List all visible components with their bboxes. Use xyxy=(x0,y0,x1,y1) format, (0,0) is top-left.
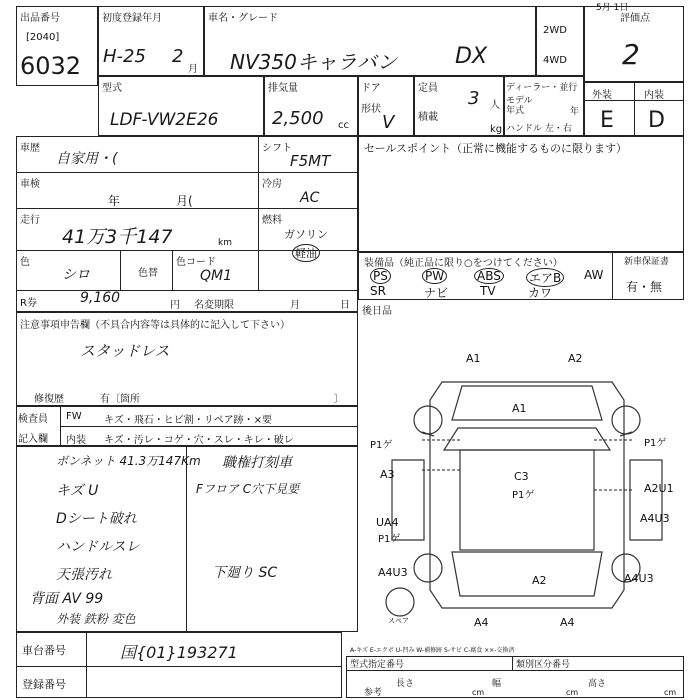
diag-label-12: A4U3 xyxy=(378,566,408,579)
equip-pw: PW xyxy=(422,268,447,284)
equip-sr: SR xyxy=(370,284,386,298)
score-value: 2 xyxy=(622,38,640,71)
remark-right-2: 下廻り SC xyxy=(212,565,278,581)
diag-label-8: A2U1 xyxy=(644,482,674,495)
score-label: 評価点 xyxy=(620,13,650,24)
remark-right-0: 職権打刻車 xyxy=(222,455,292,471)
interior-value: D xyxy=(648,108,665,133)
remark-left-0: ボンネット 41.3万147Km xyxy=(56,454,201,468)
load-unit: kg xyxy=(490,124,503,135)
equipment-label: 装備品（純正品に限り○をつけてください） xyxy=(364,258,563,269)
exterior-value: E xyxy=(600,108,614,133)
dealer-label: ディーラー・並行 xyxy=(506,83,578,93)
remark-left-5: 背面 AV 99 xyxy=(30,591,104,607)
remark-left-1: キズ U xyxy=(56,483,99,499)
remark-left-3: ハンドルスレ xyxy=(56,539,140,555)
inspector-label-2: 記入欄 xyxy=(18,434,48,445)
diag-label-15: A4 xyxy=(474,616,489,629)
car-name: NV350キャラバン xyxy=(230,50,397,74)
first-reg-label: 初度登録年月 xyxy=(102,13,162,24)
remark-left-2: Dシート破れ xyxy=(56,511,137,527)
repair-close: 〕 xyxy=(334,394,344,405)
color-label: 色 xyxy=(20,257,30,268)
diag-label-5: A3 xyxy=(380,468,395,481)
history-value: 自家用・( xyxy=(56,151,118,167)
diag-label-0: A1 xyxy=(466,352,481,365)
fw-label: FW xyxy=(66,411,82,422)
name-label: 車名・グレード xyxy=(208,13,278,24)
first-reg-suffix: 月 xyxy=(188,64,198,75)
car-grade: DX xyxy=(455,44,488,69)
sales-point-label: セールスポイント（正常に機能するものに限ります） xyxy=(364,142,628,155)
drive-2wd: 2WD xyxy=(543,25,567,36)
r-label: R券 xyxy=(20,298,37,309)
warranty-value: 有・無 xyxy=(626,280,663,294)
class-label: 類別区分番号 xyxy=(516,660,571,670)
diag-label-1: A2 xyxy=(568,352,583,365)
displacement-unit: cc xyxy=(338,120,349,131)
shift-label: シフト xyxy=(262,143,292,154)
notes-label: 注意事項申告欄（不具合内容等は具体的に記入して下さい） xyxy=(20,320,290,331)
diag-label-9: UA4 xyxy=(376,516,399,529)
height-unit: cm xyxy=(664,688,677,697)
mileage-value: 41万3千147 xyxy=(62,226,173,248)
width-unit: cm xyxy=(566,688,579,697)
length-unit: cm xyxy=(472,688,485,697)
model-value: LDF-VW2E26 xyxy=(110,110,219,130)
diag-label-6: C3 xyxy=(514,470,529,483)
shift-value: F5MT xyxy=(290,152,331,170)
inspection-label: 車検 xyxy=(20,179,40,190)
repair-value: 有〔箇所 xyxy=(100,394,140,405)
displacement-value: 2,500 xyxy=(272,108,324,129)
name-change-day: 日 xyxy=(340,300,350,311)
lot-label: 出品番号 xyxy=(20,13,60,24)
capacity-label: 定員 xyxy=(418,83,438,94)
aircon-label: 冷房 xyxy=(262,179,282,190)
mileage-label: 走行 xyxy=(20,215,40,226)
inspection-month: 月( xyxy=(176,194,193,208)
year-unit: 年 xyxy=(570,107,580,117)
remark-right-1: Fフロア C穴下見要 xyxy=(196,482,300,496)
name-change-label: 名変期限 xyxy=(194,300,234,311)
diag-label-17: スペア xyxy=(388,617,409,625)
first-reg-month: 2 xyxy=(172,46,184,67)
capacity-value: 3 xyxy=(468,88,480,109)
int-label: 内装 xyxy=(66,435,86,446)
shape-value: V xyxy=(382,112,395,133)
equip-navi: ナビ xyxy=(424,286,449,300)
inspection-year: 年 xyxy=(108,194,121,208)
aircon-value: AC xyxy=(300,190,320,206)
diag-label-14: A2 xyxy=(532,574,547,587)
mileage-unit: km xyxy=(218,238,232,248)
equip-ps: PS xyxy=(370,268,391,284)
notes-value: スタッドレス xyxy=(80,342,170,360)
int-items: キズ・汚レ・コゲ・穴・スレ・キレ・破レ xyxy=(104,435,294,446)
chassis-label: 車台番号 xyxy=(22,644,66,657)
equip-airbag: エアB xyxy=(526,268,564,287)
drive-4wd: 4WD xyxy=(543,55,567,66)
displacement-label: 排気量 xyxy=(268,83,298,94)
capacity-unit: 人 xyxy=(490,100,500,111)
remark-left-4: 天張汚れ xyxy=(56,567,112,583)
length-label: 長さ xyxy=(396,679,415,689)
remark-left-6: 外装 鉄粉 変色 xyxy=(56,612,136,626)
diag-label-4: P1ゲ xyxy=(644,438,667,449)
fuel-value-2: 軽油 xyxy=(292,244,320,262)
shape-label: 形状 xyxy=(361,104,381,115)
history-label: 車歴 xyxy=(20,143,40,154)
color-no-label: 色替 xyxy=(138,268,158,279)
height-label: 高さ xyxy=(588,679,607,689)
interior-label: 内装 xyxy=(644,90,664,101)
diag-label-3: P1ゲ xyxy=(370,440,393,451)
fuel-label: 燃料 xyxy=(262,215,282,226)
handle-label: ハンドル 左・右 xyxy=(506,124,572,134)
diag-label-13: A4U3 xyxy=(624,572,654,585)
door-label: ドア xyxy=(361,83,381,94)
name-change-month: 月 xyxy=(290,300,300,311)
chassis-value: 国{01}193271 xyxy=(120,643,238,662)
model-year-label: モデル 年式 xyxy=(506,96,533,116)
diag-label-10: P1ゲ xyxy=(378,534,401,545)
r-unit: 円 xyxy=(170,300,180,311)
width-label: 幅 xyxy=(492,679,502,689)
color-code-value: QM1 xyxy=(200,268,233,284)
color-code-label: 色コード xyxy=(176,257,216,268)
repair-label: 修復歴 xyxy=(34,394,64,405)
equip-tv: TV xyxy=(480,284,496,298)
reg-label: 登録番号 xyxy=(22,678,66,691)
equip-aw: AW xyxy=(584,268,604,282)
color-value: シロ xyxy=(62,267,90,283)
rear-seat-label: 後日品 xyxy=(362,306,392,317)
lot-code: [2040] xyxy=(26,32,60,43)
equip-kawa: カワ xyxy=(528,286,553,300)
load-label: 積載 xyxy=(418,112,438,123)
ref-label-1: 参考 xyxy=(364,688,383,698)
warranty-label: 新車保証書 xyxy=(624,257,670,267)
first-reg-era: H-25 xyxy=(103,46,146,67)
fuel-value-1: ガソリン xyxy=(284,228,328,241)
lot-number: 6032 xyxy=(20,52,82,80)
exterior-label: 外装 xyxy=(592,90,612,101)
diag-label-7: P1ゲ xyxy=(512,490,535,501)
damage-diagram xyxy=(362,340,692,636)
top-corner-date: 5月 1日 xyxy=(596,3,629,13)
inspector-label-1: 検査員 xyxy=(18,414,48,425)
equip-abs: ABS xyxy=(474,268,504,284)
legend-text: A-キズ E-エクボ U-凹み W-補修跡 S-サビ C-腐食 ××-交換済 xyxy=(350,647,515,654)
diag-label-16: A4 xyxy=(560,616,575,629)
diag-label-2: A1 xyxy=(512,402,527,415)
diag-label-11: A4U3 xyxy=(640,512,670,525)
type-cert-label: 型式指定番号 xyxy=(350,660,405,670)
model-label: 型式 xyxy=(102,83,122,94)
r-value: 9,160 xyxy=(80,290,121,306)
fw-items: キズ・飛石・ヒビ割・リペア跡・×要 xyxy=(104,415,272,426)
